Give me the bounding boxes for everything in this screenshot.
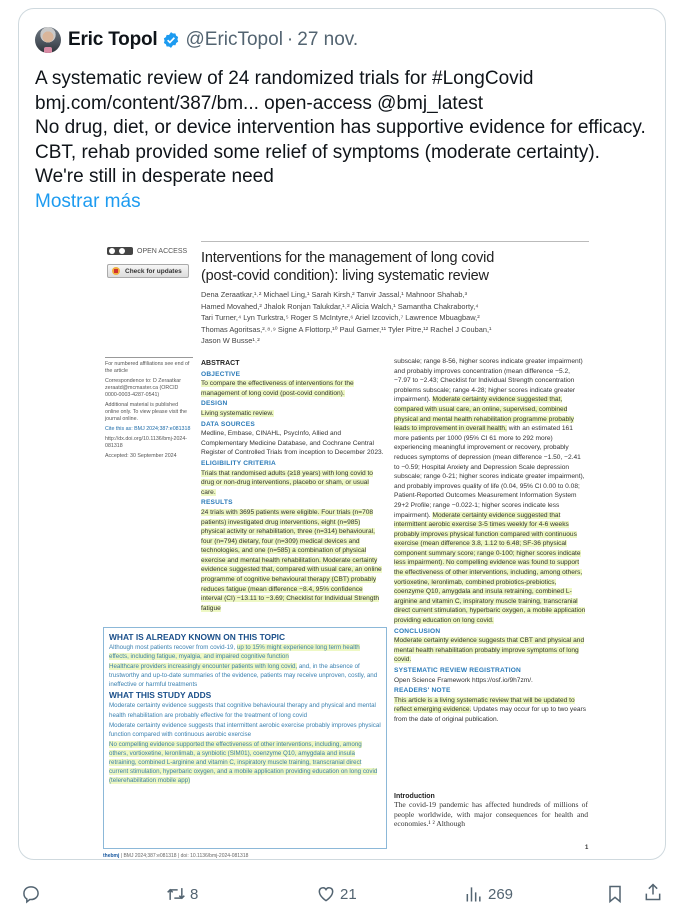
like-count: 21 bbox=[340, 885, 357, 903]
data-sources-text: Medline, Embase, CINAHL, PsycInfo, Allied and Complementary Medicine Database, and Cochrane Central Register of Controlled Trials from inception to December 2023. bbox=[201, 430, 384, 457]
accepted-date: Accepted: 30 September 2024 bbox=[105, 453, 177, 459]
author-line: Dena Zeraatkar,¹˒² Michael Ling,¹ Sarah Kirsh,² Tanvir Jassal,¹ Mahnoor Shahab,³ bbox=[201, 290, 468, 299]
affiliations-note: For numbered affiliations see end of the article bbox=[105, 361, 190, 374]
introduction-text: The covid-19 pandemic has affected hundreds of millions of people worldwide, with major consequences for health and economies.¹ ² Although bbox=[394, 800, 588, 828]
retweet-button[interactable] bbox=[166, 884, 198, 904]
eligibility-text: Trials that randomised adults (≥18 years) with long covid to drug or non-drug interventions, placebo or sham, or usual care. bbox=[201, 469, 373, 496]
conclusion-text: Moderate certainty evidence suggests that CBT and physical and mental health rehabilitation probably improve symptoms of long covid. bbox=[394, 637, 585, 664]
author-line: Hamed Movahed,² Jhalok Ronjan Talukdar,¹˒² Alicia Walch,¹ Samantha Chakraborty,⁴ bbox=[201, 301, 479, 311]
author-name[interactable]: Eric Topol bbox=[68, 29, 158, 50]
section-heading: SYSTEMATIC REVIEW REGISTRATION bbox=[394, 667, 522, 674]
abstract-heading: ABSTRACT bbox=[201, 360, 240, 367]
heart-icon bbox=[316, 884, 336, 904]
section-heading: ELIGIBILITY CRITERIA bbox=[201, 459, 276, 467]
retweet-icon bbox=[166, 884, 186, 904]
paper-title-line: (post-covid condition): living systematic review bbox=[201, 268, 489, 284]
tweet-line: A systematic review of 24 randomized trials for #LongCovid bbox=[35, 68, 534, 89]
tweet-line: bmj.com/content/387/bm... open-access @bmj_latest bbox=[35, 92, 484, 114]
box-heading: WHAT IS ALREADY KNOWN ON THIS TOPIC bbox=[109, 632, 286, 642]
doi-link: http://dx.doi.org/10.1136/bmj-2024-081318 bbox=[105, 436, 188, 449]
results-text: with an estimated 161 more patients per 1000 (95% CI 61 more to 292 more) experiencing meaningful improvement or recovery, probably reduces symptoms of depression (mean difference −1.50, −2.41 to −0.59; Hospital Anxiety and Depression Scale depression subscale; range 0-21; higher scores indicate greater impairment), and probably improves quality of life (0.04, 95% CI 0.00 to 0.08; Patient-Reported Outcomes Measurement Information System 29+2 Profile; range −0.022-1; higher scores indicate less impairment). bbox=[394, 425, 585, 519]
design-text: Living systematic review. bbox=[201, 409, 274, 417]
section-heading: OBJECTIVE bbox=[201, 370, 241, 378]
paper-footer bbox=[103, 853, 248, 859]
tweet-line: CBT, rehab provided some relief of symptoms (moderate certainty). bbox=[35, 141, 600, 163]
section-heading: DATA SOURCES bbox=[201, 420, 255, 428]
views-button[interactable] bbox=[464, 884, 513, 904]
tweet-line: We're still in desperate need bbox=[35, 166, 274, 187]
introduction-section bbox=[394, 793, 588, 829]
bmj-logo: thebmj bbox=[103, 853, 120, 859]
abstract-column-1 bbox=[201, 359, 385, 614]
open-access-label: OPEN ACCESS bbox=[137, 247, 188, 255]
box-text: and, in the absence of trustworthy and up-to-date summaries of the evidence, patients may receive unproven, costly, and ineffective or harmful treatments bbox=[109, 663, 378, 689]
author-line: Tari Turner,⁴ Lyn Turkstra,⁵ Roger S McIntyre,⁶ Ariel Izcovich,⁷ Lawrence Mbuagbaw,² bbox=[201, 313, 480, 322]
introduction-heading: Introduction bbox=[394, 793, 435, 800]
verified-badge-icon bbox=[162, 31, 180, 49]
show-more-link[interactable]: Mostrar más bbox=[35, 190, 141, 212]
results-text-highlighted: No compelling evidence was found to support the effectiveness of other interventions, including, among others, vortioxetine, leronlimab, combined probiotics-prebiotics, coenzyme Q10, amygdala and insula retraining, combined L-arginine and vitamin C, inspiratory muscle training, transcranial direct current stimulation, hyperbaric oxygen, a mobile application providing education on long covid. bbox=[394, 559, 586, 625]
paper-title-line: Interventions for the management of long covid bbox=[201, 250, 495, 266]
results-text: subscale; range 8-56, higher scores indicate greater impairment) and probably improves concentration (mean difference −5.2, −7.97 to −2.43; Checklist for Individual Strength concentration problems subscale; range 4-28; higher scores indicate greater impairment). bbox=[394, 358, 583, 404]
readers-note-text: This article is a living systematic review that will be updated to reflect emerging evidence. bbox=[394, 696, 575, 714]
section-heading: CONCLUSION bbox=[394, 627, 441, 635]
share-icon bbox=[643, 882, 663, 902]
views-chart-icon bbox=[464, 884, 484, 904]
bookmark-icon bbox=[605, 884, 625, 904]
author-handle[interactable]: @EricTopol bbox=[185, 29, 283, 50]
readers-note-text: Updates may occur for up to two years from the date of original publication. bbox=[394, 706, 587, 723]
correspondence-note: Correspondence to: D Zeraatkar zeraatd@mcmaster.ca (ORCID 0000-0003-4287-0541) bbox=[105, 378, 181, 398]
results-text-highlighted: Moderate certainty evidence suggested that intermittent aerobic exercise 3-5 times weekly for 4-6 weeks probably improves physical function compared with continuous exercise (mean difference 3.8, 1.12 to 6.48; SF-36 physical component summary score; range 0-100; higher scores indicate less impairment). bbox=[394, 511, 581, 567]
bookmark-button[interactable] bbox=[605, 884, 629, 904]
tweet-text bbox=[35, 67, 655, 214]
attached-paper-image[interactable] bbox=[97, 233, 597, 860]
tweet-date[interactable]: 27 nov. bbox=[297, 29, 359, 50]
tweet-card[interactable] bbox=[18, 8, 666, 860]
results-text-highlighted: Moderate certainty evidence suggested that, compared with usual care, an online, supervised, combined physical and mental health rehabilitation programme probably leads to improvement in overall health, bbox=[394, 396, 574, 433]
footer-reference: | BMJ 2024;387:e081318 | doi: 10.1136/bmj-2024-081318 bbox=[119, 853, 249, 859]
box-text-highlighted: No compelling evidence supported the effectiveness of other interventions, including, among others, vortioxetine, leronlimab, a synbiotic (SIM01), coenzyme Q10, amygdala and insula retraining, combined L-arginine and vitamin C, inspiratory muscle training, transcranial direct current stimulation, hyperbaric oxygen, and a mobile application providing education on long covid (telerehabilitation mobile app) bbox=[109, 740, 378, 785]
section-heading: RESULTS bbox=[201, 499, 233, 507]
cite-as: Cite this as: BMJ 2024;387:e081318 bbox=[105, 426, 191, 432]
page-number: 1 bbox=[585, 845, 589, 851]
summary-box bbox=[103, 627, 387, 849]
avatar[interactable] bbox=[35, 27, 61, 53]
open-access-badge bbox=[107, 247, 187, 255]
reply-button[interactable] bbox=[21, 884, 45, 904]
creative-commons-icon bbox=[107, 247, 133, 255]
divider bbox=[201, 241, 589, 242]
author-line: Jason W Busse¹˒² bbox=[201, 336, 260, 345]
tweet-actions bbox=[0, 876, 684, 912]
tweet-line: No drug, diet, or device intervention has supportive evidence for efficacy. bbox=[35, 117, 646, 138]
separator-dot: · bbox=[286, 29, 294, 50]
box-text: Moderate certainty evidence suggests that cognitive behavioural therapy and physical and mental health rehabilitation are probably effective for the treatment of long covid bbox=[109, 702, 376, 719]
paper-sidebar bbox=[105, 357, 193, 463]
crossmark-icon bbox=[112, 267, 120, 275]
section-heading: DESIGN bbox=[201, 400, 228, 408]
results-text: 24 trials with 3695 patients were eligible. Four trials (n=708 patients) investigated drug interventions, eight (n=985) physical activity or rehabilitation, three (n=314) behavioural, four (n=794) dietary, four (n=309) medical devices and technologies, and one (n=585) a combination of physical exercise and mental health rehabilitation. Moderate certainty evidence suggested that, compared with usual care, an online programme of cognitive behavioural therapy (CBT) probably reduces fatigue (mean difference −8.4, 95% confidence interval (CI) −13.11 to −3.69; Checklist for Individual Strength fatigue bbox=[201, 508, 382, 612]
box-text-highlighted: Healthcare providers increasingly encounter patients with long covid, bbox=[109, 663, 298, 671]
box-text: Although most patients recover from covid-19, bbox=[109, 644, 237, 651]
author-line: Thomas Agoritsas,²˒⁸˒⁹ Signe A Flottorp,¹⁰ Paul Garner,¹¹ Tyler Pitre,¹² Rachel J Couban,¹ bbox=[201, 324, 492, 334]
like-button[interactable] bbox=[316, 884, 357, 904]
additional-material-note: Additional material is published online only. To view please visit the journal online. bbox=[105, 402, 187, 422]
retweet-count: 8 bbox=[190, 885, 199, 903]
box-text: Moderate certainty evidence suggests that intermittent aerobic exercise probably improves physical function compared with continuous aerobic exercise bbox=[109, 721, 381, 738]
check-for-updates-badge bbox=[107, 264, 189, 278]
box-text-highlighted: up to 15% might experience long term health effects, including fatigue, myalgia, and impaired cognitive function bbox=[109, 644, 360, 661]
views-count: 269 bbox=[488, 885, 514, 903]
check-updates-label: Check for updates bbox=[125, 267, 182, 275]
abstract-column-2 bbox=[394, 357, 588, 726]
section-heading: READERS' NOTE bbox=[394, 687, 451, 695]
divider bbox=[105, 357, 193, 358]
paper-title bbox=[201, 249, 581, 285]
reply-icon bbox=[21, 884, 41, 904]
share-button[interactable] bbox=[643, 882, 667, 902]
registration-text: Open Science Framework https://osf.io/9h7zm/. bbox=[394, 676, 533, 684]
objective-text: To compare the effectiveness of interventions for the management of long covid (post-covid condition). bbox=[201, 380, 354, 397]
tweet-header bbox=[35, 25, 358, 55]
paper-authors bbox=[201, 289, 571, 347]
box-heading: WHAT THIS STUDY ADDS bbox=[109, 690, 212, 701]
